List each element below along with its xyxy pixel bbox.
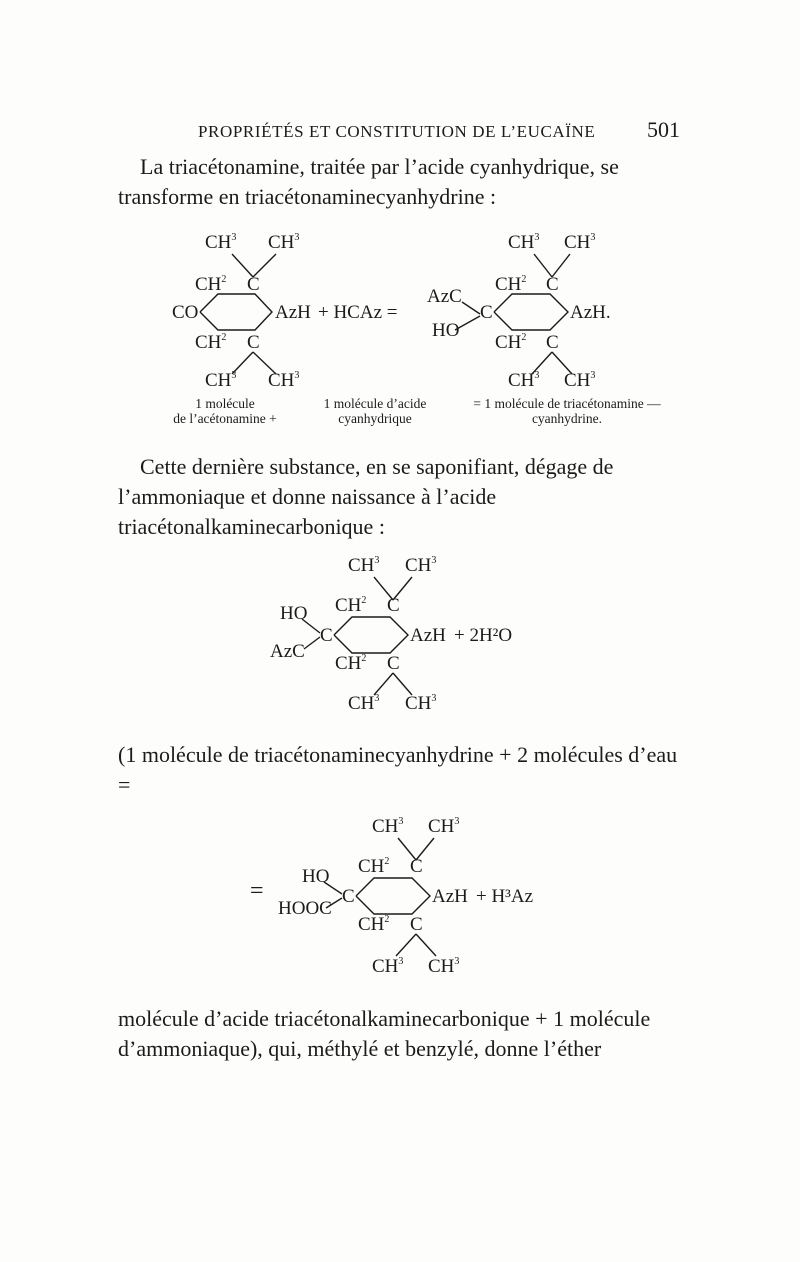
svg-text:CH3: $CH^3$ (205, 370, 237, 391)
svg-text:CH2: $CH^2$ (335, 595, 367, 616)
svg-text:CH2: $CH^2$ (495, 332, 527, 353)
page-number: 501 (647, 117, 680, 142)
svg-text:CH3: $CH^3$ (428, 956, 460, 977)
svg-text:CO: CO (172, 302, 199, 323)
svg-text:CH3: $CH^3$ (564, 232, 596, 253)
paragraph-2: Cette dernière substance, en se saponifiant, dégage de l’ammoniaque et donne naissance à l’acide triacétonalkaminecarbonique : (118, 454, 614, 539)
svg-text:CH3: $CH^3$ (508, 370, 540, 391)
svg-text:AzC: AzC (427, 286, 462, 307)
svg-text:CH3: $CH^3$ (268, 232, 300, 253)
svg-text:AzC: AzC (270, 641, 305, 662)
svg-text:C: C (387, 653, 400, 674)
svg-text:+ 2H²O: + 2H²O (454, 625, 513, 646)
svg-text:HO: HO (280, 603, 308, 624)
svg-text:AzH: AzH (432, 886, 468, 907)
svg-text:CH3: $CH^3$ (372, 956, 404, 977)
svg-text:C: C (247, 274, 260, 295)
svg-text:CH2: $CH^2$ (358, 856, 390, 877)
svg-text:=: = (250, 878, 264, 904)
svg-text:AzH: AzH (275, 302, 311, 323)
plus-hcaz: + HCAz = (318, 302, 398, 323)
svg-text:C: C (387, 595, 400, 616)
svg-text:AzH: AzH (410, 625, 446, 646)
svg-text:C: C (546, 332, 559, 353)
svg-text:C: C (247, 332, 260, 353)
svg-text:CH3: $CH^3$ (405, 555, 437, 576)
svg-text:C: C (410, 914, 423, 935)
svg-text:CH2: $CH^2$ (358, 914, 390, 935)
svg-text:HO: HO (432, 320, 460, 341)
caption-acetonamine: 1 molécule de l’acétonamine + (173, 396, 277, 426)
formula-saponification (260, 545, 580, 725)
svg-text:HOOC: HOOC (278, 898, 332, 919)
paragraph-1: La triacétonamine, traitée par l’acide cyanhydrique, se transforme en triacétonaminecyanhydrine : (118, 154, 619, 209)
svg-text:CH2: $CH^2$ (495, 274, 527, 295)
paragraph-3: (1 molécule de triacétonaminecyanhydrine + 2 molécules d’eau = (118, 742, 678, 797)
triacetonamine-structure (172, 232, 311, 391)
svg-text:CH2: $CH^2$ (195, 274, 227, 295)
svg-text:C: C (342, 886, 355, 907)
paragraph-4: molécule d’acide triacétonalkaminecarbonique + 1 molécule d’ammoniaque), qui, méthylé et benzylé, donne l’éther (118, 1006, 651, 1061)
svg-text:C: C (320, 625, 333, 646)
svg-text:CH3: $CH^3$ (268, 370, 300, 391)
reaction-formula-1 (150, 222, 690, 402)
svg-text:AzH.: AzH. (570, 302, 611, 323)
formula-acid-product (240, 810, 580, 990)
svg-text:C: C (410, 856, 423, 877)
svg-text:CH3: $CH^3$ (348, 555, 380, 576)
running-head (198, 117, 680, 141)
svg-text:C: C (480, 302, 493, 323)
svg-text:C: C (546, 274, 559, 295)
svg-text:CH3: $CH^3$ (405, 693, 437, 714)
svg-text:CH3: $CH^3$ (205, 232, 237, 253)
caption-triacetonaminecyanhydrine: = 1 molécule de triacétonamine — cyanhydrine. (473, 396, 661, 426)
cyanhydrine-structure (427, 232, 611, 391)
svg-text:CH2: $CH^2$ (335, 653, 367, 674)
caption-acide-cyanhydrique: 1 molécule d’acide cyanhydrique (323, 396, 427, 426)
svg-text:HO: HO (302, 866, 330, 887)
svg-text:CH3: $CH^3$ (508, 232, 540, 253)
svg-text:CH3: $CH^3$ (372, 816, 404, 837)
svg-text:CH3: $CH^3$ (564, 370, 596, 391)
running-head-title: PROPRIÉTÉS ET CONSTITUTION DE L’EUCAÏNE (198, 122, 596, 141)
svg-text:CH3: $CH^3$ (348, 693, 380, 714)
svg-text:CH3: $CH^3$ (428, 816, 460, 837)
svg-text:+ H³Az: + H³Az (476, 886, 534, 907)
svg-text:CH2: $CH^2$ (195, 332, 227, 353)
